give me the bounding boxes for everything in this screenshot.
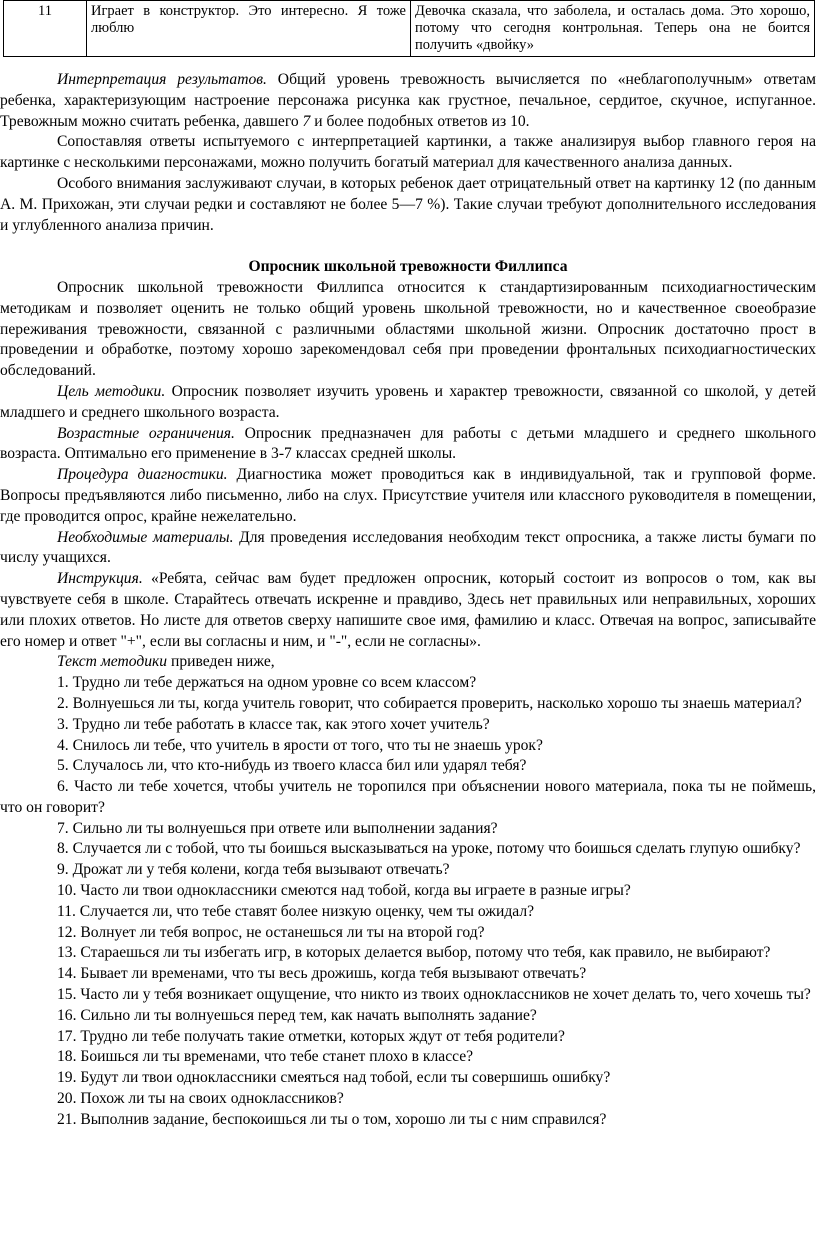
question-item: 15. Часто ли у тебя возникает ощущение, что никто из твоих одноклассников не хочет делать то, чего хочешь ты? [57, 986, 811, 1004]
paragraph-special-cases: Особого внимания заслуживают случаи, в которых ребенок дает отрицательный ответ на картинку 12 (по данным А. М. Прихожан, эти случаи редки и составляют не более 5—7 %). Такие случаи требуют дополнительного исследования и углубленного анализа причин. [0, 174, 816, 234]
text-intro-text: приведен ниже, [167, 653, 275, 671]
paragraph-text-intro [0, 652, 816, 673]
results-table [3, 0, 815, 57]
paragraph-interpretation [0, 70, 816, 132]
question-item: 2. Волнуешься ли ты, когда учитель говорит, что собирается проверить, насколько хорошо ты знаешь материал? [57, 694, 802, 712]
section-heading: Опросник школьной тревожности Филлипса [248, 258, 568, 276]
interpretation-number: 7 [302, 112, 311, 130]
question-item: 16. Сильно ли ты волнуешься перед тем, как начать выполнять задание? [57, 1006, 537, 1024]
paragraph-procedure [0, 465, 816, 527]
age-label: Возрастные ограничения. [57, 424, 235, 442]
paragraph-intro: Опросник школьной тревожности Филлипса относится к стандартизированным психодиагностическим методикам и позволяет оценить не только общий уровень школьной тревожности, но и качественное своеобразие переживания тревожности, связанной с различными областями школьной жизни. Опросник достаточно прост в проведении и обработке, поэтому хорошо зарекомендовал себя при проведении фронтальных психодиагностических обследований. [0, 278, 816, 380]
child-answer-cell: Играет в конструктор. Это интересно. Я тоже люблю [87, 1, 411, 57]
document-body [0, 70, 816, 1131]
question-item: 17. Трудно ли тебе получать такие отметки, которых ждут от тебя родители? [57, 1027, 565, 1045]
row-number: 11 [4, 1, 87, 57]
question-item: 20. Похож ли ты на своих одноклассников? [57, 1090, 344, 1108]
question-item: 4. Снилось ли тебе, что учитель в ярости от того, что ты не знаешь урок? [57, 736, 543, 754]
goal-label: Цель методики. [57, 382, 166, 400]
paragraph-goal [0, 382, 816, 424]
question-item: 21. Выполнив задание, беспокоишься ли ты о том, хорошо ли ты с ним справился? [57, 1110, 607, 1128]
materials-text: Для проведения исследования необходим текст опросника, а также листы бумаги по числу учащихся. [0, 528, 816, 567]
question-item: 6. Часто ли тебе хочется, чтобы учитель не торопился при объяснении нового материала, пока ты не поймешь, что он говорит? [0, 778, 816, 816]
question-item: 3. Трудно ли тебе работать в классе так, как этого хочет учитель? [57, 715, 490, 733]
note-cell: Девочка сказала, что заболела, и осталась дома. Это хорошо, потому что сегодня контрольная. Теперь она не боится получить «двойку» [411, 1, 815, 57]
question-item: 11. Случается ли, что тебе ставят более низкую оценку, чем ты ожидал? [57, 902, 535, 920]
interpretation-label: Интерпретация результатов. [57, 71, 267, 88]
interpretation-text-a: Общий уровень тревожность вычисляется по «неблагополучным» ответам ребенка, характеризующим настроение персонажа рисунка как грустное, печальное, сердитое, скучное, испуганное. Тревожным можно считать ребенка, давшего [0, 71, 816, 130]
question-item: 19. Будут ли твои одноклассники смеяться над тобой, если ты совершишь ошибку? [57, 1069, 611, 1087]
paragraph-materials [0, 528, 816, 570]
spacer [0, 236, 816, 257]
question-item: 14. Бывает ли временами, что ты весь дрожишь, когда тебя вызывают отвечать? [57, 965, 587, 983]
instruction-text: «Ребята, сейчас вам будет предложен опросник, который состоит из вопросов о том, как вы чувствуете себя в школе. Старайтесь отвечать искренне и правдиво, Здесь нет правильных или неправильных, хороших или плохих ответов. Но листе для ответов сверху напишите свое имя, фамилию и класс. Отвечая на вопрос, записывайте его номер и ответ "+", если вы согласны и ним, и "-", если не согласны». [0, 570, 816, 650]
age-text: Опросник предназначен для работы с детьми младшего и среднего школьного возраста. Оптимально его применение в 3-7 классах средней школы. [0, 424, 816, 463]
question-item: 5. Случалось ли, что кто-нибудь из твоего класса бил или ударял тебя? [57, 757, 527, 775]
question-item: 13. Стараешься ли ты избегать игр, в которых делается выбор, потому что тебя, как правило, не выбирают? [57, 944, 771, 962]
interpretation-text-b: и более подобных ответов из 10. [310, 112, 530, 130]
procedure-label: Процедура диагностики. [57, 466, 228, 484]
instruction-label: Инструкция. [57, 570, 143, 588]
text-intro-label: Текст методики [57, 653, 168, 671]
paragraph-instruction [0, 569, 816, 652]
materials-label: Необходимые материалы. [57, 528, 234, 546]
paragraph-age-limits [0, 424, 816, 466]
goal-text: Опросник позволяет изучить уровень и характер тревожности, связанной со школой, у детей младшего и среднего школьного возраста. [0, 382, 816, 421]
questions-list [0, 673, 816, 1131]
question-item: 18. Боишься ли ты временами, что тебе станет плохо в классе? [57, 1048, 474, 1066]
question-item: 9. Дрожат ли у тебя колени, когда тебя вызывают отвечать? [57, 861, 450, 879]
paragraph-comparison: Сопоставляя ответы испытуемого с интерпретацией картинки, а также анализируя выбор главного героя на картинке с несколькими персонажами, можно получить богатый материал для качественного анализа данных. [0, 133, 816, 172]
question-item: 7. Сильно ли ты волнуешься при ответе или выполнении задания? [57, 819, 498, 837]
question-item: 12. Волнует ли тебя вопрос, не останешься ли ты на второй год? [57, 923, 485, 941]
question-item: 1. Трудно ли тебе держаться на одном уровне со всем классом? [57, 674, 477, 692]
question-item: 10. Часто ли твои одноклассники смеются над тобой, когда вы играете в разные игры? [57, 882, 631, 900]
question-item: 8. Случается ли с тобой, что ты боишься высказываться на уроке, потому что боишься сделать глупую ошибку? [57, 840, 801, 858]
procedure-text: Диагностика может проводиться как в индивидуальной, так и групповой форме. Вопросы предъявляются либо письменно, либо на слух. Присутствие учителя или классного руководителя в помещении, где проводится опрос, крайне нежелательно. [0, 466, 816, 525]
table-row [4, 1, 815, 57]
